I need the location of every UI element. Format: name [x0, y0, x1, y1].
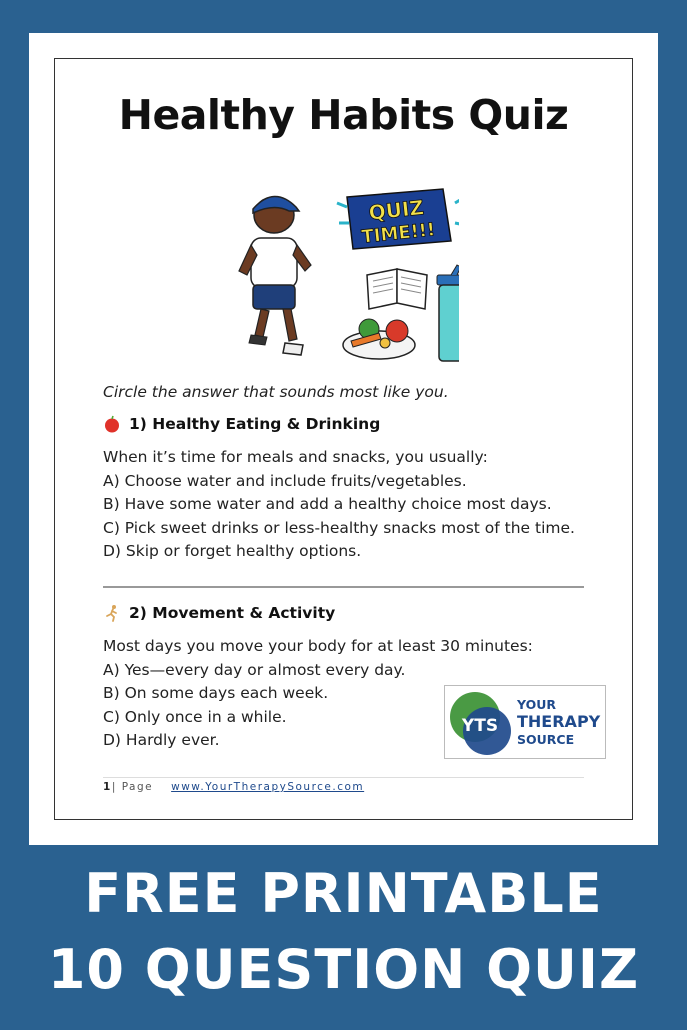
question-1-option-b: B) Have some water and add a healthy choice most days.: [103, 495, 552, 513]
plate-of-food-icon: [343, 319, 415, 359]
logo-line-1: YOUR: [517, 697, 557, 712]
question-1-option-a: A) Choose water and include fruits/vegetables.: [103, 471, 467, 490]
website-link[interactable]: www.YourTherapySource.com: [171, 781, 365, 793]
question-1-prompt: When it’s time for meals and snacks, you usually:: [103, 448, 488, 466]
yts-badge-text: YTS: [461, 716, 499, 736]
yts-logo-mark: [447, 687, 517, 759]
logo-line-2: THERAPY: [517, 712, 601, 731]
section-2-title: 2) Movement & Activity: [129, 604, 336, 622]
quiz-title: Healthy Habits Quiz: [118, 91, 569, 139]
section-divider: [103, 586, 584, 588]
water-bottle-icon: [437, 265, 459, 361]
quiz-time-line2: TIME!!!: [360, 219, 437, 248]
question-1: [103, 446, 603, 564]
logo-line-3: SOURCE: [517, 732, 575, 747]
section-1-heading: [103, 415, 380, 433]
question-2-prompt: Most days you move your body for at least 30 minutes:: [103, 637, 533, 655]
page-number: 1: [103, 781, 112, 793]
question-1-option-c: C) Pick sweet drinks or less-healthy snacks most of the time.: [103, 518, 575, 537]
section-1-title: 1) Healthy Eating & Drinking: [129, 415, 381, 433]
question-2-option-d: D) Hardly ever.: [103, 731, 220, 749]
question-1-option-d: D) Skip or forget healthy options.: [103, 542, 362, 560]
your-therapy-source-logo: [444, 685, 606, 759]
apple-icon: [103, 415, 121, 433]
instructions-text: Circle the answer that sounds most like you.: [103, 383, 449, 401]
page-label: | Page: [111, 781, 154, 793]
quiz-time-badge: [337, 189, 459, 249]
footer-rule: [103, 777, 584, 778]
question-2-option-b: B) On some days each week.: [103, 684, 329, 702]
section-2-heading: [103, 604, 335, 622]
book-icon: [367, 269, 427, 309]
running-boy-image: [239, 196, 311, 355]
question-2-option-c: C) Only once in a while.: [103, 707, 287, 726]
banner-line-2: 10 QUESTION QUIZ: [47, 938, 640, 1001]
page-indicator: [103, 781, 153, 793]
quiz-illustration: [229, 183, 459, 368]
banner-line-1: FREE PRINTABLE: [84, 862, 603, 925]
question-2-option-a: A) Yes—every day or almost every day.: [103, 660, 406, 679]
running-person-icon: [103, 604, 121, 622]
quiz-time-line1: QUIZ: [367, 195, 425, 225]
page-footer: [103, 781, 364, 793]
worksheet-page: [29, 33, 658, 845]
